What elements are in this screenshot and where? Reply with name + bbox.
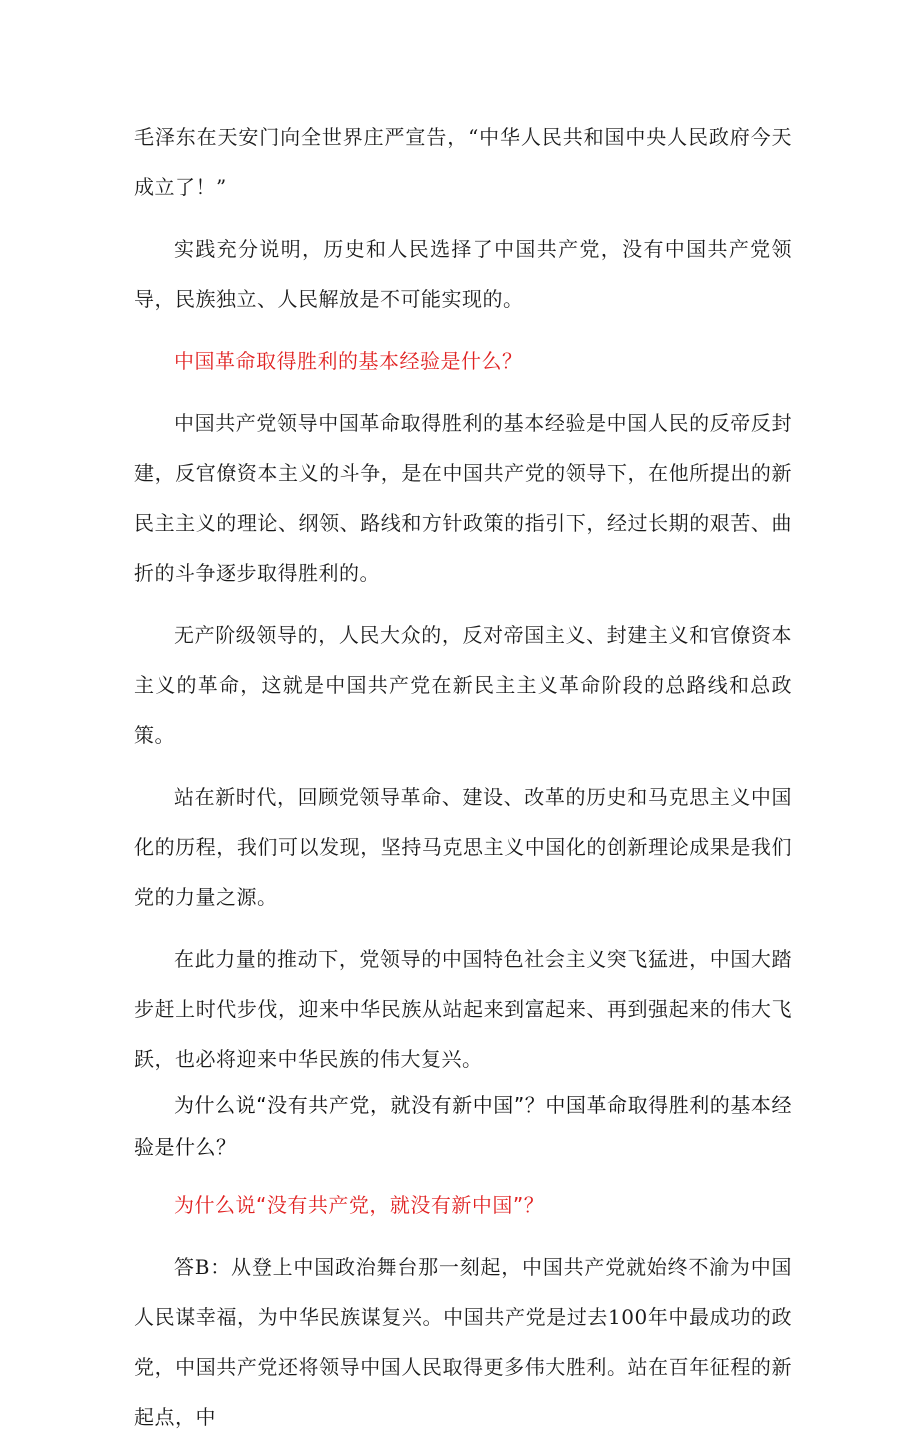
- paragraph-new-era: 站在新时代，回顾党领导革命、建设、改革的历史和马克思主义中国化的历程，我们可以发现，坚持马克思主义中国化的创新理论成果是我们党的力量之源。: [134, 785, 792, 909]
- paragraph-rejuvenation: 在此力量的推动下，党领导的中国特色社会主义突飞猛进，中国大踏步赶上时代步伐，迎来中华民族从站起来到富起来、再到强起来的伟大飞跃，也必将迎来中华民族的伟大复兴。: [134, 947, 792, 1071]
- paragraph-general-line: 无产阶级领导的，人民大众的，反对帝国主义、封建主义和官僚资本主义的革命，这就是中国共产党在新民主主义革命阶段的总路线和总政策。: [134, 623, 792, 747]
- paragraph-basic-experience: 中国共产党领导中国革命取得胜利的基本经验是中国人民的反帝反封建，反官僚资本主义的斗争，是在中国共产党的领导下，在他所提出的新民主主义的理论、纲领、路线和方针政策的指引下，经过长期的艰苦、曲折的斗争逐步取得胜利的。: [134, 411, 792, 585]
- paragraph-answer-b: 答B：从登上中国政治舞台那一刻起，中国共产党就始终不渝为中国人民谋幸福，为中华民族谋复兴。中国共产党是过去100年中最成功的政党，中国共产党还将领导中国人民取得更多伟大胜利。站在百年征程的新起点，中: [134, 1255, 792, 1429]
- question-no-new-china: 为什么说“没有共产党，就没有新中国”？: [174, 1193, 545, 1217]
- question-basic-experience: 中国革命取得胜利的基本经验是什么？: [174, 349, 523, 373]
- paragraph-history-choice: 实践充分说明，历史和人民选择了中国共产党，没有中国共产党领导，民族独立、人民解放是不可能实现的。: [134, 237, 792, 311]
- document-body: [134, 112, 792, 1442]
- section-heading: 为什么说“没有共产党，就没有新中国”？中国革命取得胜利的基本经验是什么？: [134, 1093, 792, 1159]
- paragraph-proclamation: 毛泽东在天安门向全世界庄严宣告，“中华人民共和国中央人民政府今天成立了！”: [134, 125, 792, 199]
